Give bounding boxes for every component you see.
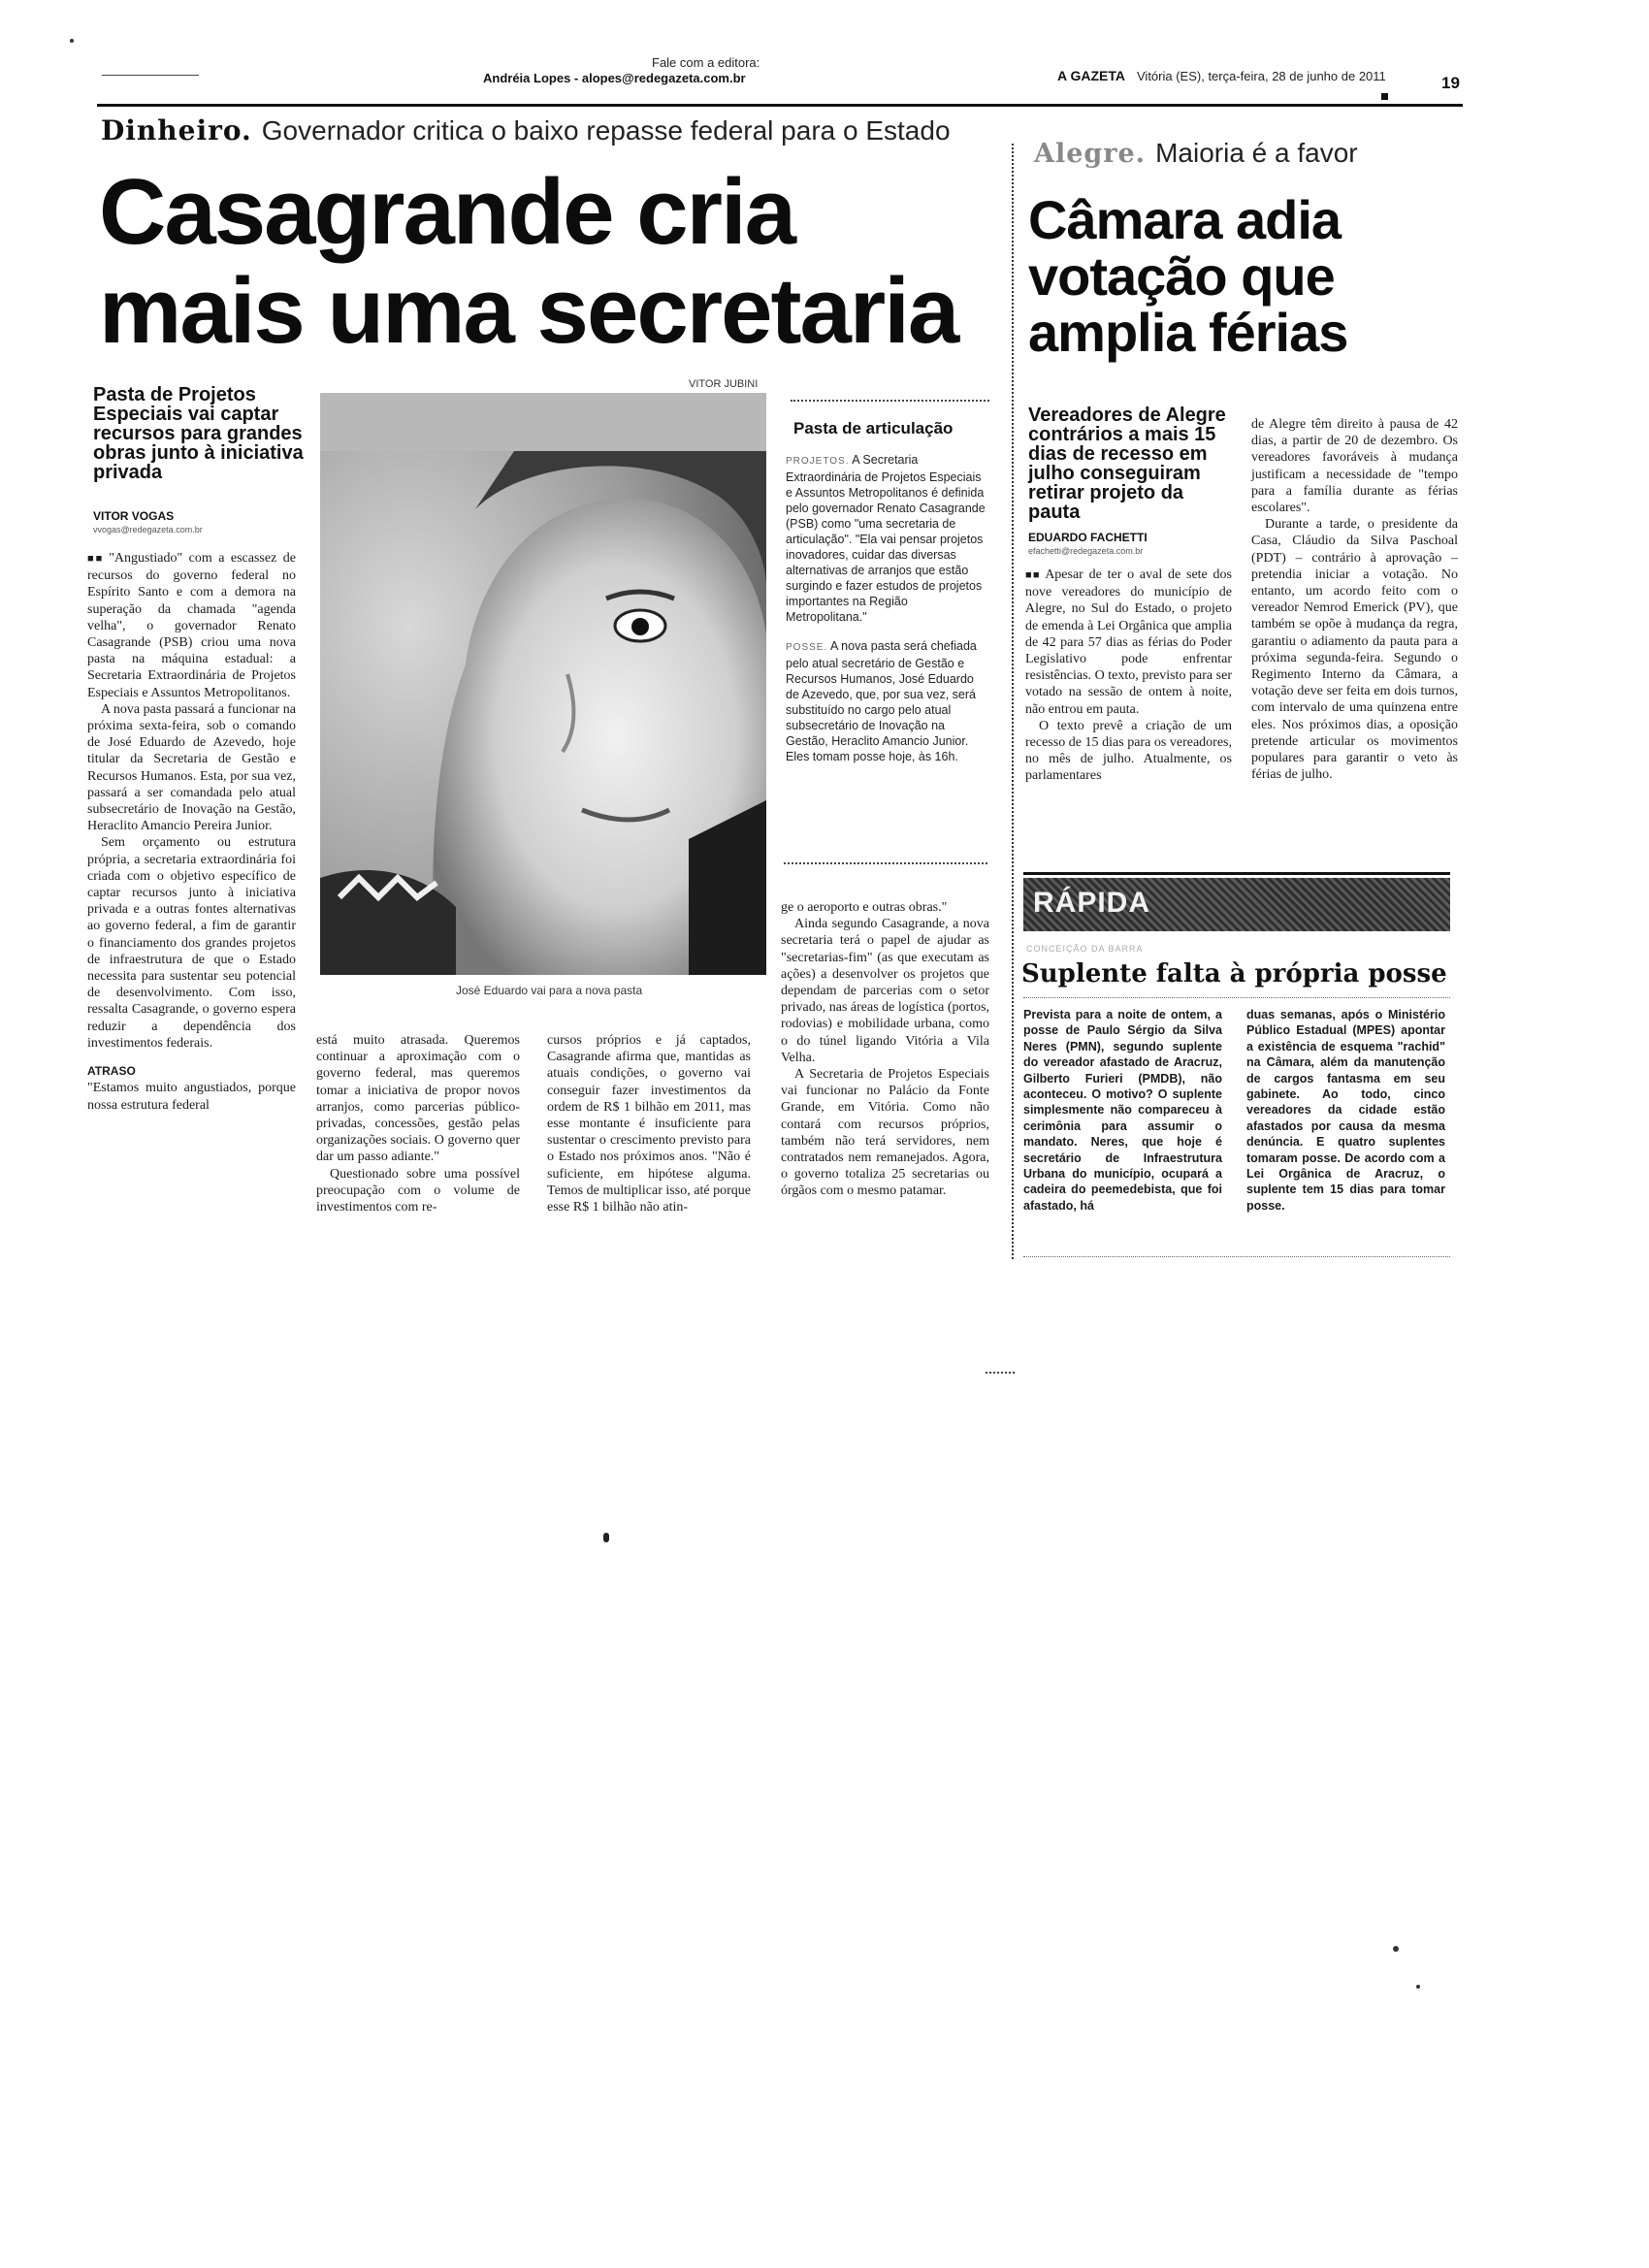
side-col2-paragraph-2: Durante a tarde, o presidente da Casa, Cláudio da Silva Paschoal (PDT) – contrário à aprovação – pretendia iniciar a votação. No entanto, um acordo feito com o vereador Nemrod Emerick (PV), que também se opõe à mudança da regra, garantiu o adiamento da pauta para a próxima segunda-feira. Segundo o Regimento Interno da Câmara, a votação deve ser feita em dois turnos, com intervalo de uma quinzena entre eles. Nos próximos dias, a oposição pretende articular os movimentos populares para garantir o veto às férias de julho. <box>1251 517 1458 783</box>
header-square-icon <box>1381 93 1388 100</box>
main-col4-paragraph-3: A Secretaria de Projetos Especiais vai funcionar no Palácio da Fonte Grande, em Vitória. Como não contará com recursos próprios, também não terá servidores, nem contratados nem remanejados. Agora, o governo totaliza 25 secretarias ou órgãos com o mesmo patamar. <box>781 1067 989 1199</box>
main-subhead: Pasta de Projetos Especiais vai captar recursos para grandes obras junto à iniciativa privada <box>93 384 304 483</box>
main-column-1 <box>87 550 296 1114</box>
sidebar-paragraph-2 <box>786 638 987 764</box>
main-col1-subhead: ATRASO <box>87 1064 136 1079</box>
side-column-2 <box>1251 416 1458 783</box>
rapida-headline: Suplente falta à própria posse <box>1021 959 1447 988</box>
side-kicker <box>1034 138 1358 169</box>
sidebar-text-1: A Secretaria Extraordinária de Projetos Especiais e Assuntos Metropolitanos é definida pelo governador Renato Casagrande (PSB) como "uma secretaria de articulação". "Ela vai pensar projetos inovadores, cuidar das diversas alternativas de arranjos que estão surgindo e fazer estudos de projetos importantes na Região Metropolitana." <box>786 453 986 624</box>
rapida-column-2: duas semanas, após o Ministério Público Estadual (MPES) apontar a existência de esquema "rachid" na Câmara, além da manutenção de cargos fantasma em seu gabinete. Ao todo, cinco vereadores da cidade estão afastados por causa da mesma denúncia. E quatro suplentes tomaram posse. De acordo com a Lei Orgânica de Aracruz, o suplente tem 15 dias para tomar posse. <box>1246 1008 1445 1213</box>
main-col3-paragraph-1: cursos próprios e já captados, Casagrande afirma que, mantidas as atuais condições, o governo vai conseguir fazer investimentos da ordem de R$ 1 bilhão em 2011, mas esse montante é insuficiente para sustentar o crescimento previsto para o Estado nos próximos anos. "Não é suficiente, em hipótese alguma. Temos de multiplicar isso, até porque esse R$ 1 bilhão não atin- <box>547 1033 751 1215</box>
rapida-banner-label: RÁPIDA <box>1033 887 1151 919</box>
side-byline: EDUARDO FACHETTI <box>1028 531 1148 544</box>
sidebar-lead-in-2: POSSE. <box>786 642 828 653</box>
main-col1-paragraph-1: ■■ "Angustiado" com a escassez de recursos do governo federal no Espírito Santo e com a demora na superação da chamada "agenda velha", o governador Renato Casagrande (PSB) criou uma nova pasta na máquina estadual: a Secretaria Extraordinária de Projetos Especiais e Assuntos Metropolitanos. <box>87 551 296 700</box>
main-column-4 <box>781 899 989 1200</box>
side-byline-email[interactable]: efachetti@redegazeta.com.br <box>1028 546 1144 556</box>
main-kicker <box>101 114 951 146</box>
main-col1-paragraph-4: "Estamos muito angustiados, porque nossa estrutura federal <box>87 1081 296 1113</box>
bullet-icon: ■■ <box>1025 569 1046 581</box>
main-column-2 <box>316 1032 520 1215</box>
sidebar-lead-in-1: PROJETOS. <box>786 456 850 467</box>
story-divider <box>1012 144 1014 1259</box>
main-photo <box>320 393 766 975</box>
photo-credit: VITOR JUBINI <box>689 378 759 390</box>
side-headline-line2: votação que <box>1028 245 1335 307</box>
sidebar-text-2: A nova pasta será chefiada pelo atual secretário de Gestão e Recursos Humanos, José Eduardo de Azevedo, que, por sua vez, será substituído no cargo pelo atual subsecretário de Inovação na Gestão, Heraclito Amancio Junior. Eles tomam posse hoje, às 16h. <box>786 639 977 763</box>
main-byline-email[interactable]: vvogas@redegazeta.com.br <box>93 525 203 535</box>
main-headline-line2: mais uma secretaria <box>99 259 958 363</box>
rapida-banner <box>1023 878 1450 931</box>
main-col4-paragraph-1: ge o aeroporto e outras obras." <box>781 900 948 915</box>
side-col2-paragraph-1: de Alegre têm direito à pausa de 42 dias, a partir de 20 de dezembro. Os vereadores favoráveis à mudança justificam a necessidade de "tempo para a família durante as férias escolares". <box>1251 417 1458 516</box>
editor-contact[interactable]: Andréia Lopes - alopes@redegazeta.com.br <box>483 71 746 85</box>
main-byline: VITOR VOGAS <box>93 509 175 523</box>
scan-speck <box>1393 1946 1399 1952</box>
scan-speck <box>986 1372 1015 1376</box>
scan-speck <box>70 39 74 43</box>
main-kicker-text: Governador critica o baixo repasse federal para o Estado <box>261 115 951 146</box>
paper-name: A GAZETA <box>1057 68 1125 83</box>
main-col4-paragraph-2: Ainda segundo Casagrande, a nova secretaria terá o papel de ajudar as "secretarias-fim" (as que executam as ações) a desenvolver os projetos que dependam de parcerias com o setor privado, nas áreas de logística (portos, rodovias) e mobilidade urbana, como o do túnel ligando Vitória a Vila Velha. <box>781 917 989 1065</box>
side-kicker-text: Maioria é a favor <box>1155 138 1358 168</box>
side-headline-line1: Câmara adia <box>1028 189 1342 250</box>
main-col1-paragraph-2: A nova pasta passará a funcionar na próxima sexta-feira, sob o comando de José Eduardo de Azevedo, hoje titular da Secretaria de Gestão e Recursos Humanos. Esta, por sua vez, passará a ser comandada pelo atual subsecretário de Inovação na Gestão, Heraclito Amancio Pereira Junior. <box>87 701 296 834</box>
main-section-label: Dinheiro. <box>101 114 252 146</box>
rapida-column-1: Prevista para a noite de ontem, a posse de Paulo Sérgio da Silva Neres (PMN), segundo suplente do vereador afastado de Aracruz, Gilberto Furieri (PMDB), não aconteceu. O motivo? O suplente simplesmente não compareceu à cerimônia para assumir o mandato. Neres, que hoje é secretário de Infraestrutura Urbana do município, ocupará a cadeira do peemedebista, que foi afastado, há <box>1023 1008 1222 1213</box>
side-headline-line3: amplia férias <box>1028 302 1348 363</box>
side-section-label: Alegre. <box>1034 139 1147 169</box>
main-headline-line1: Casagrande cria <box>99 160 795 264</box>
rapida-top-rule <box>1023 872 1450 875</box>
portrait-illustration <box>320 393 766 975</box>
rapida-bottom-rule <box>1023 1256 1450 1257</box>
header-rule-left-short <box>102 75 199 76</box>
dateline: Vitória (ES), terça-feira, 28 de junho de 2011 <box>1137 69 1386 83</box>
scan-speck <box>1416 1985 1420 1989</box>
bullet-icon: ■■ <box>87 553 110 565</box>
sidebar-title: Pasta de articulação <box>793 419 954 437</box>
sidebar-top-rule <box>791 400 989 402</box>
side-col1-paragraph-1: ■■ Apesar de ter o aval de sete dos nove vereadores do município de Alegre, no Sul do Estado, o projeto de emenda à Lei Orgânica que amplia de 42 para 57 dias as férias do Poder Legislativo pode enfrentar resistências. O texto, previsto para ser votado na sessão de ontem à noite, não entrou em pauta. <box>1025 567 1232 717</box>
sidebar-body <box>786 452 987 764</box>
scan-speck <box>603 1533 609 1542</box>
header-rule <box>97 104 1463 107</box>
rapida-kicker: CONCEIÇÃO DA BARRA <box>1026 944 1144 954</box>
main-col1-paragraph-3: Sem orçamento ou estrutura própria, a secretaria extraordinária foi criada com o objetivo específico de captar recursos junto à iniciativa privada e a outras fontes alternativas ao governo federal, a fim de garantir o financiamento dos grandes projetos de infraestrutura de que o Estado necessita para sustentar seu potencial de desenvolvimento. Com isso, ressalta Casagrande, o governo espera reduzir a dependência dos investimentos federais. <box>87 835 296 1051</box>
sidebar-paragraph-1 <box>786 452 987 625</box>
main-column-3 <box>547 1032 751 1215</box>
sidebar-bottom-rule <box>784 862 987 864</box>
side-col1-paragraph-2: O texto prevê a criação de um recesso de 15 dias para os vereadores, no mês de julho. Atualmente, os parlamentares <box>1025 718 1232 784</box>
main-col2-paragraph-2: Questionado sobre uma possível preocupação com o volume de investimentos com re- <box>316 1166 520 1215</box>
page-number: 19 <box>1441 74 1460 92</box>
rapida-headline-rule <box>1023 997 1450 998</box>
main-col2-paragraph-1: está muito atrasada. Queremos continuar a aproximação com o governo federal, mas queremos tomar a iniciativa de propor novos arranjos, como parcerias público-privadas, concessões, gestão pelas organizações sociais. O governo quer dar um passo adiante." <box>316 1033 520 1165</box>
editor-label: Fale com a editora: <box>652 55 760 70</box>
side-headline <box>1028 189 1348 363</box>
main-headline <box>99 160 958 363</box>
side-column-1 <box>1025 567 1232 785</box>
side-subhead: Vereadores de Alegre contrários a mais 15 dias de recesso em julho conseguiram retirar projeto da pauta <box>1028 405 1226 523</box>
photo-caption: José Eduardo vai para a nova pasta <box>456 984 643 997</box>
